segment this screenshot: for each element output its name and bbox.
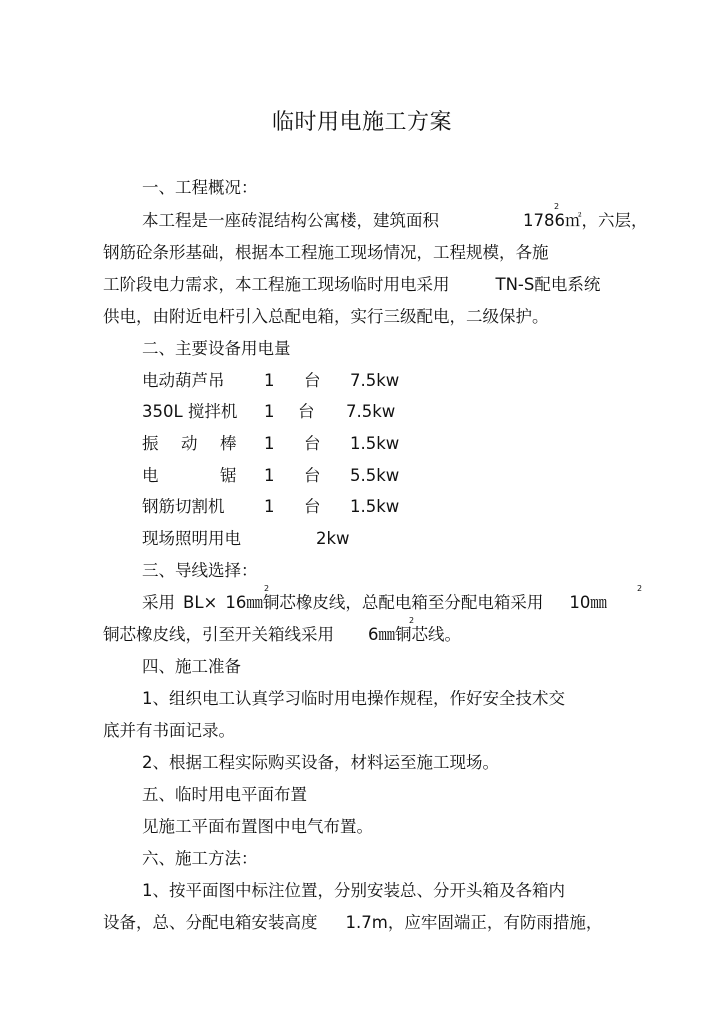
area-value: 1786㎡ [523, 211, 582, 230]
document-title: 临时用电施工方案 [271, 110, 452, 135]
text-run: BL× [183, 593, 218, 612]
equipment-unit: 台 [304, 434, 321, 453]
text-run: 1.7m，应牢固端正，有防雨措施， [345, 913, 603, 932]
equipment-name-char: 锯 [220, 466, 237, 485]
equipment-name: 350L 搅拌机 [142, 402, 238, 421]
equipment-name-char: 振 [142, 434, 159, 453]
section-1-para-line-4: 供电，由附近电杆引入总配电箱，实行三级配电，二级保护。 [103, 307, 549, 326]
equipment-power: 5.5kw [350, 466, 400, 485]
equipment-name-char: 动 [181, 434, 198, 453]
equipment-unit: 台 [304, 466, 321, 485]
section-2-heading: 二、主要设备用电量 [142, 339, 291, 358]
superscript-2: 2 [554, 202, 560, 211]
section-5-para-line-1: 见施工平面布置图中电气布置。 [142, 817, 373, 836]
equipment-name: 电动葫芦吊 [142, 371, 225, 390]
equipment-qty: 1 [264, 466, 275, 485]
section-4-para-line-3: 2、根据工程实际购买设备，材料运至施工现场。 [142, 753, 499, 772]
equipment-qty: 1 [264, 434, 275, 453]
tns-term: TN-S [495, 275, 535, 294]
text-run: 本工程是一座砖混结构公寓楼，建筑面积 [142, 211, 439, 230]
equipment-power: 7.5kw [350, 371, 400, 390]
text-run: 16㎜铜芯橡皮线，总配电箱至分配电箱采用 [225, 593, 544, 612]
section-4-para-line-1: 1、组织电工认真学习临时用电操作规程，作好安全技术交 [142, 689, 565, 708]
text-run: 铜芯橡皮线，引至开关箱线采用 [103, 625, 334, 644]
text-run: ，六层， [581, 211, 648, 230]
section-6-para-line-2 [103, 912, 602, 934]
section-1-para-line-2: 钢筋砼条形基础，根据本工程施工现场情况，工程规模，各施 [103, 243, 549, 262]
section-3-para-line-2 [103, 624, 461, 646]
section-1-para-line-1 [142, 210, 648, 232]
equipment-name-char: 电 [142, 466, 159, 485]
text-run: 10㎜ [569, 593, 607, 612]
section-6-para-line-1: 1、按平面图中标注位置，分别安装总、分开头箱及各箱内 [142, 881, 565, 900]
equipment-power: 7.5kw [346, 402, 396, 421]
equipment-qty: 1 [264, 497, 275, 516]
equipment-power: 2kw [316, 529, 350, 548]
superscript-2: 2 [637, 584, 643, 593]
section-6-heading: 六、施工方法： [142, 849, 258, 868]
text-run: 配电系统 [534, 275, 601, 294]
equipment-unit: 台 [304, 497, 321, 516]
equipment-unit: 台 [298, 402, 315, 421]
text-run: 设备，总、分配电箱安装高度 [103, 913, 318, 932]
equipment-name-char: 棒 [220, 434, 237, 453]
text-run: 采用 [142, 593, 175, 612]
equipment-unit: 台 [304, 371, 321, 390]
section-1-para-line-3 [103, 274, 600, 296]
section-1-heading: 一、工程概况： [142, 178, 258, 197]
section-4-heading: 四、施工准备 [142, 657, 241, 676]
section-5-heading: 五、临时用电平面布置 [142, 785, 307, 804]
superscript-2: 2 [264, 584, 270, 593]
superscript-2: 2 [409, 616, 415, 625]
equipment-power: 1.5kw [350, 434, 400, 453]
text-run: 6㎜铜芯线。 [368, 625, 461, 644]
equipment-name: 钢筋切割机 [142, 497, 225, 516]
equipment-qty: 1 [264, 402, 275, 421]
section-3-para-line-1 [142, 592, 607, 614]
section-3-heading: 三、导线选择： [142, 561, 258, 580]
text-run: 工阶段电力需求，本工程施工现场临时用电采用 [103, 275, 450, 294]
equipment-name: 现场照明用电 [142, 529, 241, 548]
equipment-qty: 1 [264, 371, 275, 390]
section-4-para-line-2: 底并有书面记录。 [103, 721, 235, 740]
equipment-power: 1.5kw [350, 497, 400, 516]
